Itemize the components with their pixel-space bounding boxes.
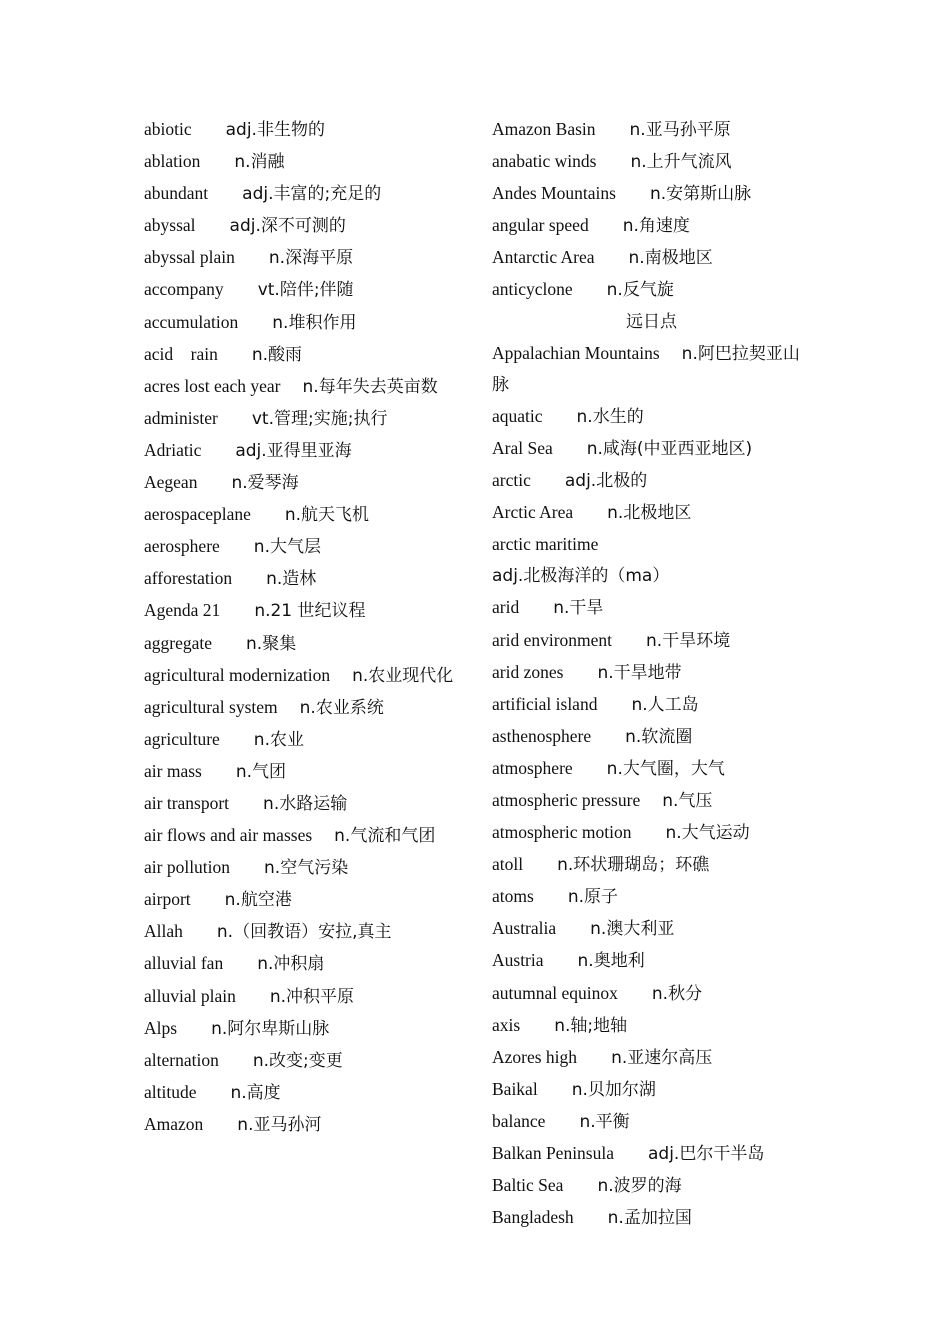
entry-term: aggregate	[144, 632, 213, 653]
glossary-column-right	[492, 114, 804, 1234]
glossary-entry	[144, 499, 462, 531]
entry-term: Azores high	[492, 1046, 578, 1067]
glossary-entry	[492, 657, 804, 689]
entry-definition: n.亚速尔高压	[611, 1047, 713, 1068]
entry-term: Arctic Area	[492, 502, 574, 523]
entry-definition: n.大气运动	[665, 823, 750, 844]
entry-term: alluvial plain	[144, 985, 236, 1006]
glossary-entry	[144, 146, 462, 178]
entry-term: abyssal plain	[144, 247, 235, 268]
entry-definition: n.造林	[266, 569, 317, 590]
glossary-entry	[492, 307, 804, 338]
entry-definition: n.冲积平原	[269, 986, 355, 1007]
entry-definition: n.反气旋	[606, 280, 674, 301]
entry-term: Andes Mountains	[492, 183, 616, 204]
glossary-entry	[144, 178, 462, 210]
glossary-entry	[492, 913, 804, 945]
entry-definition: n.澳大利亚	[590, 919, 675, 940]
glossary-entry	[144, 884, 462, 916]
entry-definition: n.爱琴海	[231, 473, 299, 494]
entry-definition: adj.非生物的	[225, 120, 325, 140]
entry-term: aerospaceplane	[144, 504, 251, 525]
entry-definition: n.平衡	[579, 1111, 630, 1132]
entry-term: anabatic winds	[492, 151, 597, 172]
entry-definition: adj.丰富的;充足的	[242, 184, 382, 205]
glossary-entry	[492, 433, 804, 465]
entry-definition: n.软流圈	[625, 726, 693, 747]
glossary-entry	[492, 178, 804, 210]
entry-term: asthenosphere	[492, 725, 592, 746]
entry-definition: n.亚马孙河	[237, 1114, 322, 1135]
entry-definition: n.轴;地轴	[554, 1015, 628, 1036]
glossary-entry	[492, 592, 804, 624]
entry-term: arid	[492, 597, 520, 618]
entry-term: abyssal	[144, 215, 196, 236]
glossary-entry	[144, 852, 462, 884]
entry-term: acid rain	[144, 343, 218, 364]
glossary-entry	[144, 242, 462, 274]
entry-term: Amazon Basin	[492, 119, 596, 139]
entry-definition: n.阿尔卑斯山脉	[211, 1018, 330, 1039]
entry-definition: n.环状珊瑚岛；环礁	[557, 855, 710, 876]
glossary-entry	[492, 1042, 804, 1074]
entry-definition: adj.巴尔干半岛	[648, 1144, 765, 1164]
entry-term: acres lost each year	[144, 375, 281, 396]
entry-definition: n.深海平原	[268, 248, 354, 269]
entry-term: atoms	[492, 886, 534, 907]
entry-definition: n.农业系统	[299, 697, 384, 718]
entry-term: arid zones	[492, 661, 564, 682]
entry-definition: n.农业	[253, 729, 304, 750]
entry-definition: n.亚马孙平原	[629, 120, 731, 140]
entry-term: agricultural modernization	[144, 664, 331, 685]
glossary-entry	[144, 1013, 462, 1045]
glossary-entry	[144, 1109, 462, 1141]
entry-term: anticyclone	[492, 279, 573, 300]
entry-definition: n.航天飞机	[284, 505, 370, 526]
entry-term: accumulation	[144, 311, 239, 332]
glossary-entry	[144, 1077, 462, 1109]
entry-definition: n.角速度	[622, 216, 690, 237]
entry-definition: vt.管理;实施;执行	[251, 408, 388, 429]
entry-term: Amazon	[144, 1113, 204, 1134]
glossary-entry	[144, 435, 462, 467]
glossary-entry	[492, 978, 804, 1010]
glossary-entry	[492, 210, 804, 242]
entry-term: air pollution	[144, 857, 231, 878]
entry-term: Allah	[144, 921, 183, 942]
entry-definition: n.原子	[567, 887, 618, 908]
entry-definition: adj.北极海洋的（ma）	[492, 566, 670, 587]
entry-term: airport	[144, 889, 191, 910]
glossary-entry	[144, 756, 462, 788]
entry-term: aquatic	[492, 405, 543, 426]
glossary-entry	[144, 531, 462, 563]
glossary-entry	[492, 401, 804, 433]
entry-definition: n.贝加尔湖	[571, 1079, 656, 1100]
glossary-entry	[492, 945, 804, 977]
entry-term: arctic	[492, 470, 531, 491]
entry-term: agriculture	[144, 728, 220, 749]
entry-term: accompany	[144, 279, 224, 300]
glossary-entry	[492, 721, 804, 753]
glossary-entry	[492, 753, 804, 785]
entry-term: Balkan Peninsula	[492, 1143, 614, 1163]
glossary-entry	[144, 916, 462, 948]
entry-definition: n.改变;变更	[252, 1050, 343, 1071]
entry-definition: n.消融	[234, 152, 285, 173]
entry-term: altitude	[144, 1081, 197, 1102]
glossary-entry	[492, 242, 804, 274]
glossary-entry	[144, 563, 462, 595]
glossary-entry	[144, 339, 462, 371]
entry-definition: n.孟加拉国	[607, 1208, 692, 1229]
glossary-entry	[492, 1010, 804, 1042]
glossary-entry	[492, 1202, 804, 1234]
entry-definition: vt.陪伴;伴随	[257, 280, 354, 301]
entry-term: agricultural system	[144, 696, 278, 717]
entry-definition: n.气流和气团	[334, 826, 436, 847]
glossary-entry	[492, 625, 804, 657]
glossary-entry	[144, 628, 462, 660]
glossary-entry	[144, 274, 462, 306]
entry-definition: n.阿巴拉契亚山脉	[492, 343, 800, 395]
entry-definition: n.安第斯山脉	[649, 184, 752, 205]
entry-term: Bangladesh	[492, 1207, 574, 1228]
entry-term: administer	[144, 407, 218, 428]
entry-definition: n.水路运输	[263, 793, 348, 814]
glossary-entry	[144, 210, 462, 242]
entry-term: Australia	[492, 918, 557, 939]
entry-term: air transport	[144, 792, 230, 813]
entry-term: Austria	[492, 950, 544, 971]
entry-definition: n.气压	[662, 790, 713, 811]
entry-definition: n.堆积作用	[272, 312, 357, 333]
entry-term: Aral Sea	[492, 437, 553, 458]
entry-term: Agenda 21	[144, 600, 221, 621]
entry-term: autumnal equinox	[492, 982, 618, 1003]
glossary-entry	[144, 692, 462, 724]
glossary-entry	[492, 338, 804, 401]
entry-term: atmospheric motion	[492, 822, 632, 843]
glossary-entry	[492, 689, 804, 721]
entry-term: atmosphere	[492, 757, 573, 778]
entry-definition: n.干旱地带	[597, 662, 682, 683]
glossary-entry	[492, 114, 804, 146]
entry-term: alternation	[144, 1049, 219, 1070]
entry-definition: n.冲积扇	[257, 954, 325, 975]
entry-definition: n.21 世纪议程	[254, 601, 366, 622]
entry-definition: n.大气圈，大气	[606, 758, 725, 779]
entry-term: ablation	[144, 151, 201, 172]
glossary-entry	[492, 146, 804, 178]
entry-definition: n.人工岛	[631, 694, 699, 715]
entry-term: aerosphere	[144, 536, 220, 557]
glossary-entry	[492, 529, 804, 592]
entry-definition: n.咸海(中亚西亚地区)	[586, 438, 753, 459]
entry-definition: n.酸雨	[251, 344, 303, 365]
glossary-entry	[492, 1170, 804, 1202]
glossary-entry	[492, 881, 804, 913]
glossary-entry	[492, 1106, 804, 1138]
entry-definition: n.干旱环境	[646, 630, 731, 651]
entry-term: Appalachian Mountains	[492, 342, 660, 363]
entry-definition: adj.北极的	[564, 471, 648, 492]
entry-definition: n.波罗的海	[597, 1176, 682, 1197]
entry-term: atoll	[492, 854, 524, 875]
entry-definition: adj.亚得里亚海	[235, 440, 352, 461]
glossary-entry	[492, 1074, 804, 1106]
glossary-entry	[492, 785, 804, 817]
glossary-entry	[144, 403, 462, 435]
entry-definition: n.北极地区	[607, 503, 692, 524]
entry-term: abiotic	[144, 119, 192, 139]
glossary-entry	[492, 1138, 804, 1170]
entry-definition: n.大气层	[253, 537, 321, 558]
glossary-entry	[492, 817, 804, 849]
entry-term: balance	[492, 1110, 546, 1131]
glossary-column-left	[144, 114, 462, 1141]
glossary-entry	[492, 274, 804, 306]
glossary-entry	[144, 788, 462, 820]
entry-definition: n.（回教语）安拉,真主	[216, 922, 392, 943]
glossary-entry	[144, 820, 462, 852]
glossary-entry	[144, 371, 462, 403]
entry-term: Aegean	[144, 472, 198, 493]
entry-term: Baltic Sea	[492, 1175, 564, 1196]
entry-definition: n.农业现代化	[352, 665, 454, 686]
entry-term: alluvial fan	[144, 953, 224, 974]
glossary-entry	[144, 981, 462, 1013]
entry-term: Adriatic	[144, 439, 202, 460]
entry-term: abundant	[144, 183, 209, 204]
entry-definition: n.水生的	[576, 406, 644, 427]
entry-definition: n.气团	[235, 761, 287, 782]
entry-definition: adj.深不可测的	[229, 216, 346, 237]
entry-term: Alps	[144, 1017, 178, 1038]
glossary-entry	[492, 465, 804, 497]
entry-definition: n.高度	[230, 1082, 281, 1103]
entry-term: air mass	[144, 760, 202, 781]
glossary-entry	[492, 497, 804, 529]
entry-term: afforestation	[144, 568, 233, 589]
glossary-entry	[144, 660, 462, 692]
entry-definition: n.南极地区	[628, 248, 713, 269]
entry-term: Antarctic Area	[492, 247, 595, 268]
entry-definition: n.航空港	[224, 890, 292, 911]
entry-term: air flows and air masses	[144, 825, 313, 846]
entry-definition: n.聚集	[246, 633, 297, 654]
glossary-entry	[144, 1045, 462, 1077]
glossary-entry	[144, 307, 462, 339]
glossary-entry	[144, 114, 462, 146]
entry-definition: n.奥地利	[577, 951, 645, 972]
entry-definition: n.干旱	[553, 598, 604, 619]
entry-term: artificial island	[492, 693, 598, 714]
entry-term: arid environment	[492, 629, 613, 650]
glossary-entry	[144, 595, 462, 627]
entry-definition: n.上升气流风	[630, 152, 732, 173]
entry-definition: 远日点	[626, 311, 677, 332]
glossary-entry	[144, 724, 462, 756]
glossary-entry	[144, 467, 462, 499]
entry-definition: n.空气污染	[264, 858, 349, 879]
entry-term: axis	[492, 1014, 521, 1035]
entry-term: atmospheric pressure	[492, 789, 641, 810]
glossary-entry	[144, 948, 462, 980]
entry-term: arctic maritime	[492, 534, 599, 555]
entry-definition: n.秋分	[651, 983, 703, 1004]
entry-definition: n.每年失去英亩数	[302, 376, 438, 397]
entry-term: Baikal	[492, 1078, 538, 1099]
entry-term: angular speed	[492, 215, 589, 236]
glossary-entry	[492, 849, 804, 881]
